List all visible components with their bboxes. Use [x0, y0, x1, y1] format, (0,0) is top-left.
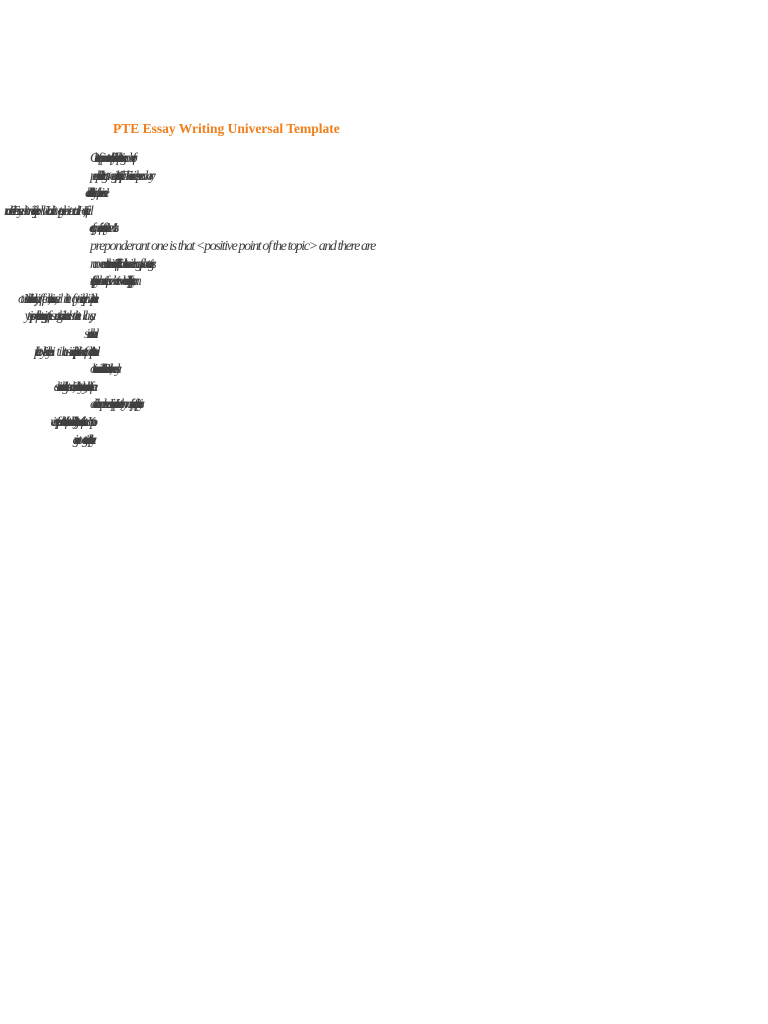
essay-line: [90, 432, 690, 450]
essay-line: dedication and perseverance. Hence, it is apparent why many are in favor of <positive key: [90, 397, 140, 413]
essay-line: [90, 414, 690, 432]
essay-line: [90, 344, 690, 362]
essay-line: [90, 291, 690, 309]
essay-line: one thrive and excel in varied areas. Besides, when only: [90, 362, 117, 378]
essay-line: people believing that <negative point of the topic>. There is a widespread worry: [90, 168, 151, 184]
essay-line: of arguments in favor of my stance. Most: [90, 221, 113, 237]
document-title: PTE Essay Writing Universal Template: [113, 121, 340, 136]
essay-line: offers, not only one benefit more when it comes to being effective, but they can: [90, 274, 137, 290]
essay-line: that this will lead to a myriad of concerns in one’s: [90, 186, 103, 202]
essay-line: [90, 203, 690, 221]
essay-line: numerous other benefits in various fields. Thanks to the wide range of advantages it: [90, 256, 149, 272]
essay-body: [90, 150, 690, 449]
essay-line: preponderant one is that <positive point of the topic> and there are: [90, 238, 375, 254]
essay-line: [90, 379, 690, 397]
essay-line: [90, 326, 690, 344]
essay-line: One of the conspicuous trends of today’s world is a colossal upsurge in the number of: [90, 151, 132, 166]
essay-line: [90, 308, 690, 326]
